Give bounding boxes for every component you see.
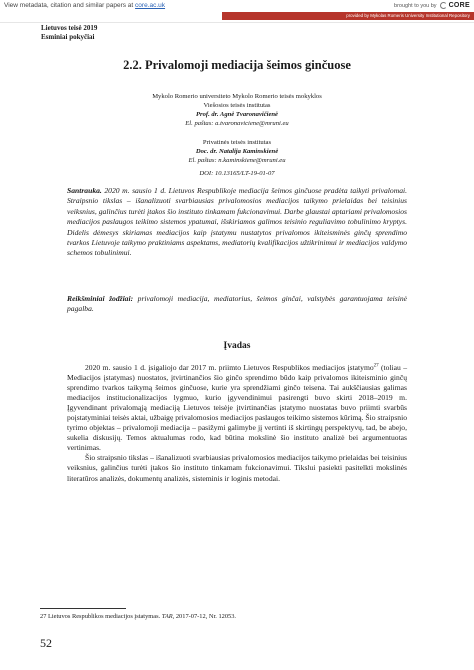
journal-section: Esminiai pokyčiai: [41, 33, 95, 41]
footnote-journal: TAR: [161, 613, 173, 620]
abstract: [67, 186, 407, 259]
article-title: 2.2. Privalomoji mediacija šeimos ginčuose: [123, 58, 351, 72]
doi: DOI: 10.13165/LT-19-01-07: [199, 170, 275, 177]
page-number: 52: [40, 636, 52, 650]
footnote-ref[interactable]: 27: [373, 363, 379, 369]
core-logo[interactable]: CORE: [440, 2, 470, 9]
abstract-text: 2020 m. sausio 1 d. Lietuvos Respublikoje mediacija šeimos ginčuose pradėta taikyti privalomai. Straipsnio tikslas – išanalizuoti svarbiausias privalomosios mediacijos taikymo prielaidas bei teisinius veiksnius, galinčius turėti įtakos šio instituto tinkamam fukcionavimui. Darbe glaustai aptariami privalomosios mediacijos paslaugos teikimo sistemos ypatumai, išskiriamos galimos teisinio reguliavimo tobulinimo kryptys. Didelis dėmesys skiriamas mediacijos kaip įstatymu nustatytos privalomos ikiteisminės ginčų sprendimo tvarkos Lietuvoje taikymo praktiniams aspektams, mediatorių kvalifikacijos užtikrinimui ir mediacijos valdymo schemos tobulinimui.: [67, 186, 407, 258]
author1-block: [0, 92, 474, 128]
paragraph-1: 2020 m. sausio 1 d. įsigaliojo dar 2017 m. priimto Lietuvos Respublikos mediacijos įstatymo$^{27}$ (toliau – Mediacijos įstatymas) nuostatos, įtvirtinančios šio ginčo sprendimo būdo kaip privalomos ikiteisminio ginčų sprendimo tvarkos taikymą šeimos ginčuose, kurie yra sprendžiami ginčo teisena. Tai aukščiausias galimas mediacijos institucionalizacijos lygmuo, kurio įgyvendinimui pasirengti buvo skirti 2018–2019 m. Įgyvendinant privalomąją mediaciją Lietuvos teisėje įtvirtinančias įstatymo nuostatas buvo priimti svarbūs poįstatyminiai teisės aktai, užbaigę privalomosios mediacijos paslaugos teikimo sistemos kūrimą. Šio straipsnio tyrimo objektas – privalomoji mediacija – pasižymi galimybe jį vertinti iš skirtingų perspektyvų, tad, be abejo, sukelia diskusijų. Temos aktualumas rodo, kad būtina mokslinė šio instituto analizė bei argumentuotas vertinimas.: [67, 363, 407, 453]
section-heading: Įvadas: [223, 341, 251, 351]
author2-block: [0, 138, 474, 165]
core-provided-by-band: provided by Mykolas Romeris University Institutional Repository: [222, 12, 474, 20]
body-text: [67, 363, 407, 484]
core-link[interactable]: core.ac.uk: [135, 2, 166, 9]
author1-affiliation-2: Viešosios teisės institutas: [203, 102, 271, 109]
author2-affiliation: Privatinės teisės institutas: [202, 139, 272, 146]
abstract-label: Santrauka.: [67, 186, 102, 195]
keywords-label: Reikšminiai žodžiai:: [67, 294, 134, 303]
footnote: 27 Lietuvos Respublikos mediacijos įstatymas. TAR, 2017-07-12, Nr. 12053.: [40, 613, 237, 620]
core-header-bar: [0, 0, 474, 23]
core-brand: [394, 2, 470, 9]
author1-affiliation-1: Mykolo Romerio universiteto Mykolo Romerio teisės mokyklos: [152, 93, 322, 100]
running-head: [41, 24, 97, 42]
paragraph-2: Šio straipsnio tikslas – išanalizuoti svarbiausias privalomosios mediacijos taikymo prielaidas bei teisinius veiksnius, galinčius turėti įtakos šio instituto tinkamam fukcionavimui. Tikslui pasiekti pasitelkti mokslinės literatūros analizės, dokumentų analizės, sisteminis ir loginis metodai.: [67, 453, 407, 483]
footnote-number: 27: [40, 613, 47, 620]
author1-name: Prof. dr. Agnė Tvaronavičienė: [196, 111, 278, 118]
footnote-divider: [40, 608, 126, 609]
author2-email: El. paštas: n.kaminskiene@mruni.eu: [188, 157, 286, 164]
core-metadata-note: View metadata, citation and similar papers at core.ac.uk: [4, 2, 166, 9]
core-logo-icon: [440, 2, 447, 9]
journal-name: Lietuvos teisė 2019: [41, 24, 98, 32]
keywords-text: privalomoji mediacija, mediatorius, šeimos ginčai, valstybės garantuojama teisinė pagalba.: [67, 294, 407, 314]
keywords: [67, 294, 407, 315]
author2-name: Doc. dr. Natalija Kaminskienė: [195, 148, 279, 155]
brought-by-label: brought to you by: [394, 2, 437, 9]
author1-email: El. paštas: a.tvaronaviciene@mruni.eu: [185, 120, 289, 127]
